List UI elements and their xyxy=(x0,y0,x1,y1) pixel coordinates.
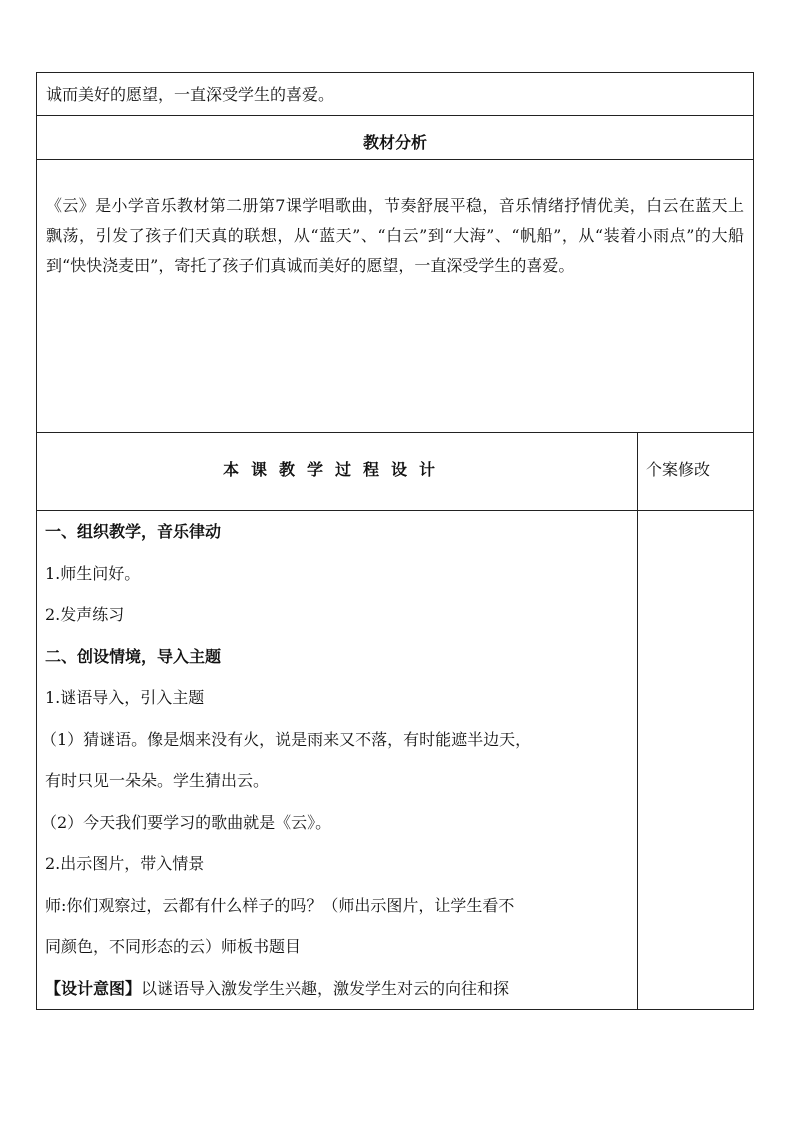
content-line: 师:你们观察过，云都有什么样子的吗？（师出示图片，让学生看不 xyxy=(45,896,515,915)
content-line: （1）猜谜语。像是烟来没有火，说是雨来又不落，有时能遮半边天， xyxy=(41,730,532,749)
analysis-paragraph: 《云》是小学音乐教材第二册第7课学唱歌曲，节奏舒展平稳，音乐情绪抒情优美，白云在蓝天上飘荡，引发了孩子们天真的联想，从“蓝天”、“白云”到“大海”、“帆船”，从“装着小雨点”的大船到“快快浇麦田”，寄托了孩子们真诚而美好的愿望，一直深受学生的喜爱。 xyxy=(46,196,744,275)
design-intent-text: 以谜语导入激发学生兴趣，激发学生对云的向往和探 xyxy=(141,979,510,998)
content-line: 有时只见一朵朵。学生猜出云。 xyxy=(45,771,270,790)
section-heading: 二、创设情境，导入主题 xyxy=(45,647,222,666)
column-divider xyxy=(637,432,638,1009)
content-line: 同颜色，不同形态的云）师板书题目 xyxy=(45,937,302,956)
divider xyxy=(37,159,753,160)
design-intent-label: 【设计意图】 xyxy=(45,979,142,998)
content-line: 1.师生问好。 xyxy=(45,564,141,583)
content-line: 2.发声练习 xyxy=(45,605,125,624)
divider xyxy=(37,510,753,511)
content-line: （2）今天我们要学习的歌曲就是《云》。 xyxy=(41,813,332,832)
section-heading: 一、组织教学，音乐律动 xyxy=(45,522,222,541)
design-intent-line xyxy=(45,981,509,997)
revision-column-title: 个案修改 xyxy=(646,460,711,479)
continuation-text: 诚而美好的愿望，一直深受学生的喜爱。 xyxy=(46,85,335,104)
lesson-plan-table xyxy=(36,72,754,1010)
divider xyxy=(37,432,753,433)
process-title: 本课教学过程设计 xyxy=(223,460,448,479)
content-line: 2.出示图片，带入情景 xyxy=(45,854,205,873)
content-line: 1.谜语导入，引入主题 xyxy=(45,688,205,707)
analysis-title: 教材分析 xyxy=(362,133,427,152)
divider xyxy=(37,115,753,116)
